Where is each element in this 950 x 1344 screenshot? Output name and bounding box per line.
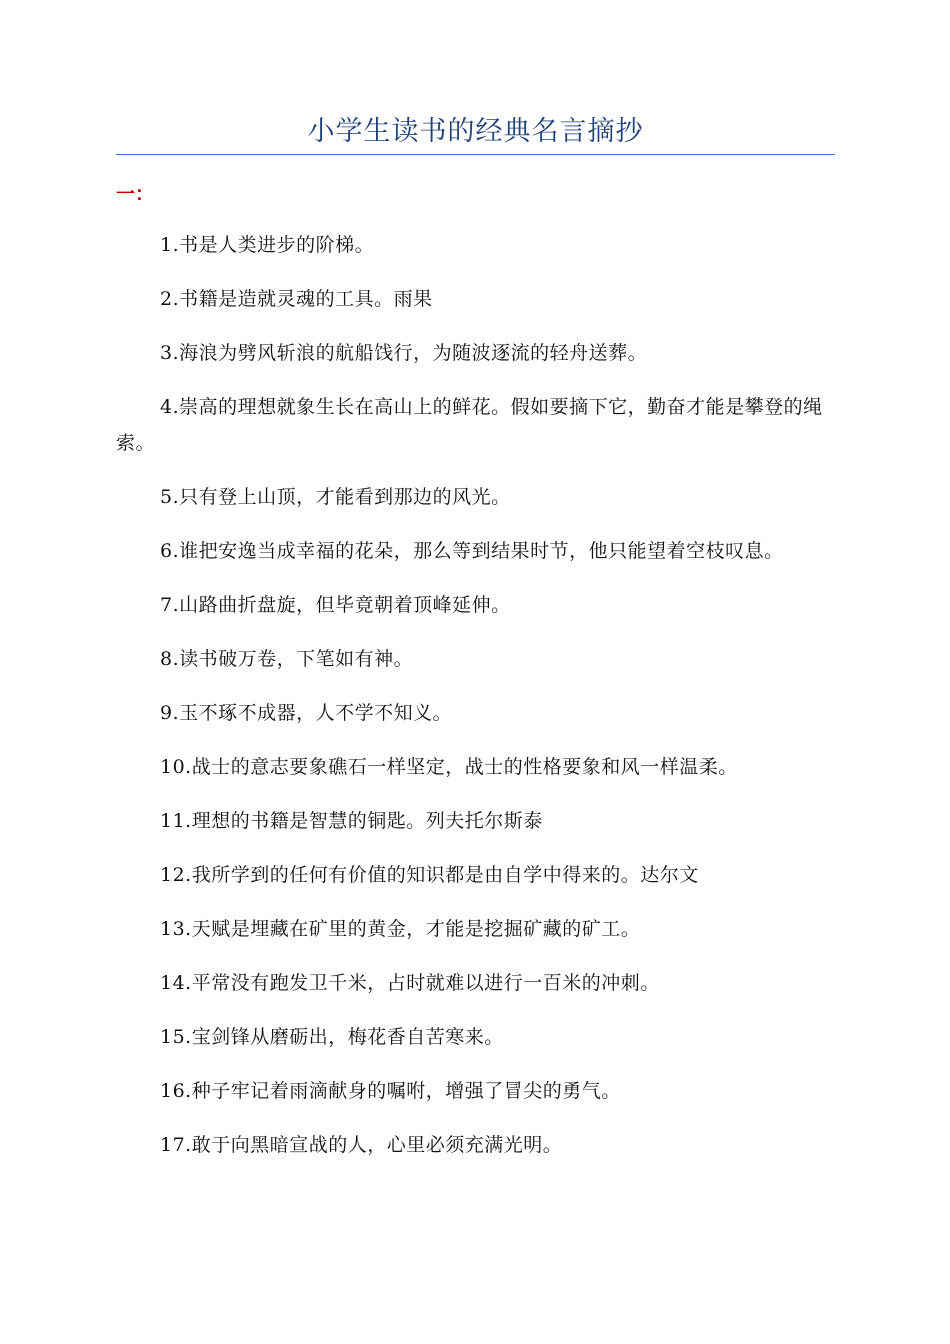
quote-item: 17.敢于向黑暗宣战的人，心里必须充满光明。: [160, 1134, 563, 1156]
quote-item: 7.山路曲折盘旋，但毕竟朝着顶峰延伸。: [160, 594, 511, 616]
quote-item: 12.我所学到的任何有价值的知识都是由自学中得来的。达尔文: [160, 864, 699, 886]
quote-item: 2.书籍是造就灵魂的工具。雨果: [160, 288, 433, 310]
quote-item: 8.读书破万卷，下笔如有神。: [160, 648, 414, 670]
quote-item: 11.理想的书籍是智慧的铜匙。列夫托尔斯泰: [160, 810, 543, 832]
quote-item: 10.战士的意志要象礁石一样坚定，战士的性格要象和风一样温柔。: [160, 756, 738, 778]
quote-item: 3.海浪为劈风斩浪的航船饯行，为随波逐流的轻舟送葬。: [160, 342, 648, 364]
document-title: 小学生读书的经典名言摘抄: [307, 116, 644, 147]
quote-item: 16.种子牢记着雨滴献身的嘱咐，增强了冒尖的勇气。: [160, 1080, 621, 1102]
title-underline: [116, 154, 835, 155]
quote-item: 1.书是人类进步的阶梯。: [160, 234, 375, 256]
quote-item: 13.天赋是埋藏在矿里的黄金，才能是挖掘矿藏的矿工。: [160, 918, 641, 940]
quote-item: 9.玉不琢不成器，人不学不知义。: [160, 702, 453, 724]
quote-item: 6.谁把安逸当成幸福的花朵，那么等到结果时节，他只能望着空枝叹息。: [160, 540, 784, 562]
quote-list: [116, 227, 835, 1181]
quote-item: 4.崇高的理想就象生长在高山上的鲜花。假如要摘下它，勤奋才能是攀登的绳索。: [116, 396, 823, 454]
quote-item: 14.平常没有跑发卫千米，占时就难以进行一百米的冲刺。: [160, 972, 660, 994]
section-heading: 一：: [116, 183, 155, 205]
quote-item: 15.宝剑锋从磨砺出，梅花香自苦寒来。: [160, 1026, 504, 1048]
quote-item: 5.只有登上山顶，才能看到那边的风光。: [160, 486, 511, 508]
